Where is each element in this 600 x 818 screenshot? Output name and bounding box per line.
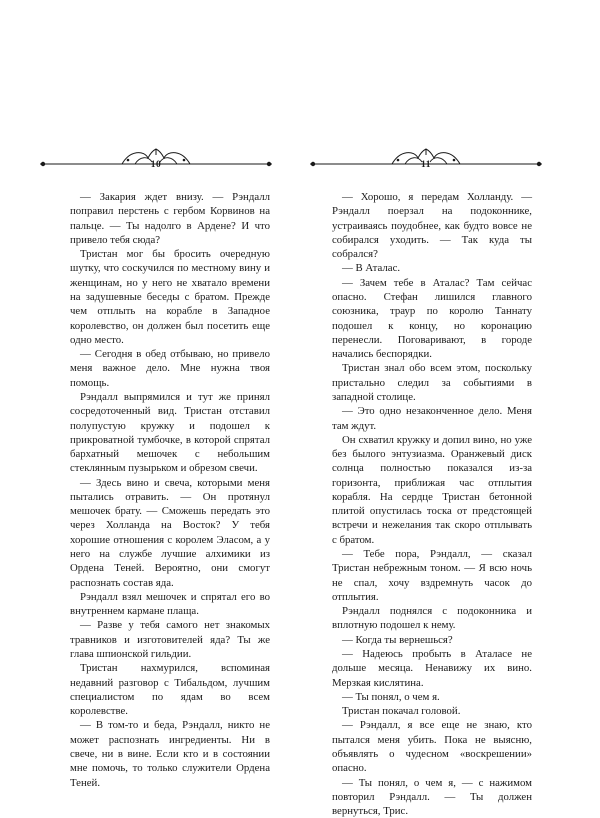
paragraph: — Хорошо, я передам Холланду. — Рэндалл поерзал на подоконнике, устраиваясь поудобнее, как будто вовсе не собирался уходить. — Так куда ты собрался?: [332, 191, 532, 261]
paragraph: — Надеюсь пробыть в Аталасе не дольше месяца. Ненавижу их вино. Мерзкая кислятина.: [332, 648, 532, 689]
right-page: [300, 0, 600, 818]
paragraph: Рэндалл поднялся с подоконника и вплотную подошел к нему.: [332, 605, 532, 632]
paragraph: — Ты понял, о чем я, — с нажимом повторил Рэндалл. — Ты должен вернуться, Трис.: [332, 776, 532, 818]
paragraph: Тристан нахмурился, вспоминая недавний разговор с Тибальдом, лучшим специалистом по ядам во всем королевстве.: [70, 662, 270, 718]
paragraph: — Зачем тебе в Аталас? Там сейчас опасно. Стефан лишился главного союзника, траур по королю Таннату подошел к концу, но коронацию перенесли. Поговаривают, в городе начались беспорядки.: [332, 276, 532, 361]
paragraph: — Это одно незаконченное дело. Меня там ждут.: [332, 405, 532, 432]
paragraph: Он схватил кружку и допил вино, но уже без былого энтузиазма. Оранжевый диск солнца полностью показался из-за горизонта, приближая час отплытия корабля. На сердце Тристан бетонной плитой опустилась тоска от предстоящей встречи и нежелания так скоро отплывать с братом.: [332, 433, 532, 546]
page-number: 11: [421, 160, 431, 170]
paragraph: Тристан знал обо всем этом, поскольку пристально следил за событиями в западной столице.: [332, 362, 532, 403]
paragraph: — В том-то и беда, Рэндалл, никто не может распознать ингредиенты. Ни в свече, ни в вине. Если кто и в состоянии мне помочь, то только служители Ордена Теней.: [70, 719, 270, 789]
paragraph: — Рэндалл, я все еще не знаю, кто пытался меня убить. Пока не выясню, объявлять о чудесном «воскрешении» опасно.: [332, 719, 532, 775]
paragraph: Рэндалл выпрямился и тут же принял сосредоточенный вид. Тристан отставил полупустую кружку и подошел к прикроватной тумбочке, в которой спрятал бархатный мешочек с небольшим стеклянным пузырьком и обрезом свечи.: [70, 390, 270, 475]
paragraph: — Сегодня в обед отбываю, но привело меня важное дело. Мне нужна твоя помощь.: [70, 348, 270, 389]
page-body: [332, 190, 532, 818]
paragraph: Тристан покачал головой.: [342, 705, 461, 718]
page-number: 10: [150, 160, 162, 170]
paragraph: — Закария ждет внизу. — Рэндалл поправил перстень с гербом Корвинов на пальце. — Ты надолго в Ардене? И что привело тебя сюда?: [70, 191, 270, 246]
paragraph: — В Аталас.: [342, 262, 401, 275]
paragraph: — Разве у тебя самого нет знакомых травников и изготовителей яда? Ты же глава шпионской гильдии.: [70, 619, 270, 660]
paragraph: Тристан мог бы бросить очередную шутку, что соскучился по местному вину и женщинам, но у него не хватало времени на задушевные беседы с братом. Прежде чем отплыть на корабле в Западное королевство, он должен был посетить еще одно место.: [70, 248, 270, 346]
page-body: [70, 190, 270, 790]
paragraph: — Здесь вино и свеча, которыми меня пытались отравить. — Он протянул мешочек брату. — Сможешь передать это через Холланда на Восток? У тебя хорошие отношения с королем Эласом, а у него на службе лучшие алхимики из Ордена Теней. Вероятно, они смогут распознать состав яда.: [70, 476, 270, 589]
left-page: [0, 0, 300, 789]
paragraph: — Когда ты вернешься?: [342, 633, 453, 646]
paragraph: — Ты понял, о чем я.: [342, 690, 440, 703]
paragraph: — Тебе пора, Рэндалл, — сказал Тристан небрежным тоном. — Я всю ночь не спал, хочу вздремнуть часок до отплытия.: [332, 548, 532, 603]
paragraph: Рэндалл взял мешочек и спрятал его во внутреннем кармане плаща.: [70, 590, 270, 618]
